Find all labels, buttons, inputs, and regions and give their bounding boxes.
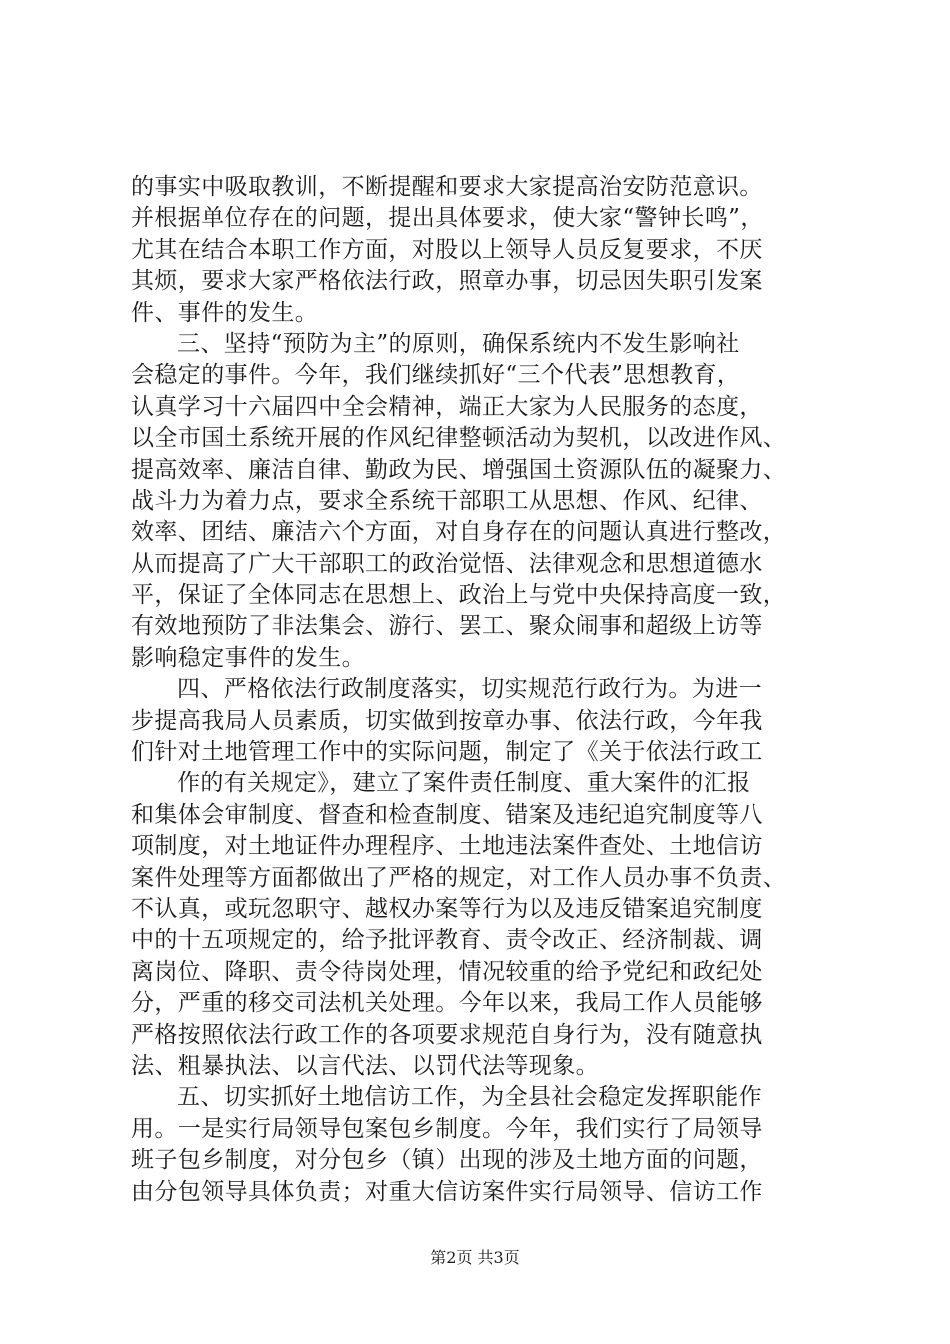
text-line: 离岗位、降职、责令待岗处理，情况较重的给予党纪和政纪处 [131,958,763,985]
text-line: 件、事件的发生。 [131,299,319,326]
text-line: 影响稳定事件的发生。 [131,644,365,671]
page-footer: 第2页 共3页 [430,1248,520,1267]
document-body [131,172,831,1208]
text-line: 法、粗暴执法、以言代法、以罚代法等现象。 [131,1052,599,1079]
text-line: 和集体会审制度、督查和检查制度、错案及违纪追究制度等八 [131,801,763,828]
text-line: 项制度，对土地证件办理程序、土地违法案件查处、土地信访 [131,833,763,860]
text-line: 效率、团结、廉洁六个方面，对自身存在的问题认真进行整改， [131,519,787,546]
text-line: 尤其在结合本职工作方面，对股以上领导人员反复要求，不厌 [131,236,763,263]
text-line: 三、坚持“预防为主”的原则，确保系统内不发生影响社 [177,330,740,357]
text-line: 班子包乡制度，对分包乡（镇）出现的涉及土地方面的问题， [131,1147,763,1174]
text-line: 并根据单位存在的问题，提出具体要求，使大家“警钟长鸣”， [131,205,764,232]
text-line: 用。一是实行局领导包案包乡制度。今年，我们实行了局领导 [131,1115,763,1142]
text-line: 五、切实抓好土地信访工作，为全县社会稳定发挥职能作 [177,1084,762,1111]
text-line: 其烦，要求大家严格依法行政，照章办事，切忌因失职引发案 [131,268,763,295]
text-line: 不认真，或玩忽职守、越权办案等行为以及违反错案追究制度 [131,895,763,922]
text-line: 分，严重的移交司法机关处理。今年以来，我局工作人员能够 [131,990,763,1017]
text-line: 四、严格依法行政制度落实，切实规范行政行为。为进一 [177,676,762,703]
text-line: 从而提高了广大干部职工的政治觉悟、法律观念和思想道德水 [131,550,763,577]
text-line: 会稳定的事件。今年，我们继续抓好“三个代表”思想教育， [131,362,741,389]
text-line: 平，保证了全体同志在思想上、政治上与党中央保持高度一致， [131,582,787,609]
text-line: 的事实中吸取教训，不断提醒和要求大家提高治安防范意识。 [131,174,763,200]
text-line: 认真学习十六届四中全会精神，端正大家为人民服务的态度， [131,393,763,420]
text-line: 以全市国土系统开展的作风纪律整顿活动为契机，以改进作风、 [131,425,787,452]
text-line: 由分包领导具体负责；对重大信访案件实行局领导、信访工作 [131,1178,763,1205]
text-line: 步提高我局人员素质，切实做到按章办事、依法行政，今年我 [131,707,763,734]
text-line: 案件处理等方面都做出了严格的规定，对工作人员办事不负责、 [131,864,787,891]
text-line: 提高效率、廉洁自律、勤政为民、增强国土资源队伍的凝聚力、 [131,456,787,483]
text-line: 中的十五项规定的，给予批评教育、责令改正、经济制裁、调 [131,927,763,954]
text-line: 有效地预防了非法集会、游行、罢工、聚众闹事和超级上访等 [131,613,763,640]
text-line: 战斗力为着力点，要求全系统干部职工从思想、作风、纪律、 [131,487,763,514]
text-line: 们针对土地管理工作中的实际问题，制定了《关于依法行政工 [131,739,763,766]
text-line: 严格按照依法行政工作的各项要求规范自身行为，没有随意执 [131,1021,763,1048]
text-line: 作的有关规定》，建立了案件责任制度、重大案件的汇报 [177,770,751,797]
